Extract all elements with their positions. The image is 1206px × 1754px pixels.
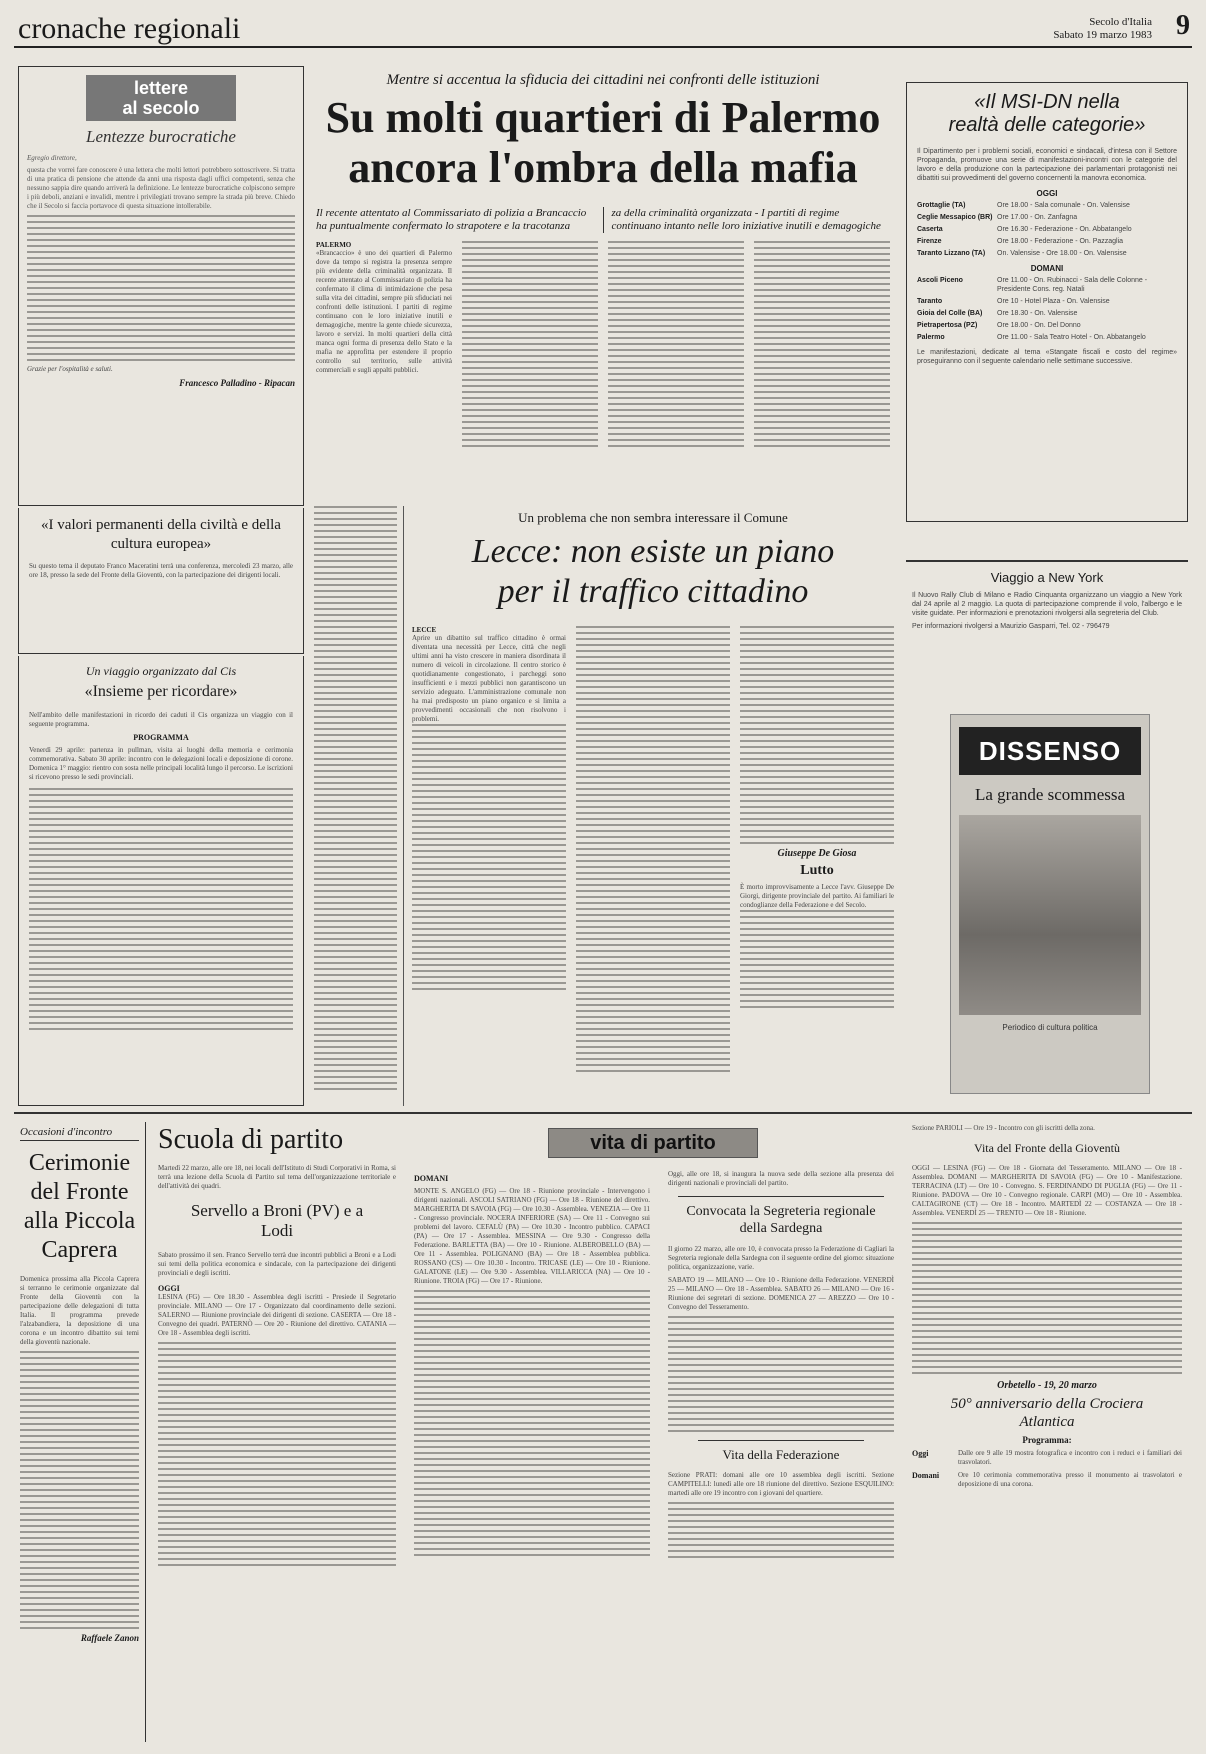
events-title: «I valori permanenti della civiltà e della cultura europea» [41, 517, 281, 552]
msi-oggi-item: Taranto Lizzano (TA) On. Valensise - Ore 18.00 - On. Valensise [917, 250, 1127, 257]
scuola-oggi: LESINA (FG) — Ore 18.30 - Assemblea degli iscritti - Presiede il Segretario provinciale. MILANO — Ore 17 - Organizzato dal coordinamento delle sezioni. SALERNO — Riunione provinciale dei dirigenti di sezione. CASERTA — Ore 18 - Convegno dei quadri. PATERNÒ — Ore 20 - Riunione del direttivo. CATANIA — Ore 18 - Assemblea degli iscritti. [158, 1293, 396, 1337]
occasioni-title: Cerimonie del Fronte alla Piccola Caprera [23, 1150, 136, 1263]
letters-badge [86, 75, 236, 121]
msi-domani-item: Taranto Ore 10 - Hotel Plaza - On. Valensise [917, 298, 1110, 305]
msi-oggi-item: Ceglie Messapico (BR) Ore 17.00 - On. Zanfagna [917, 214, 1078, 221]
msi-oggi-item: Firenze Ore 18.00 - Federazione - On. Pazzaglia [917, 238, 1124, 245]
vita-col2 [662, 1170, 900, 1742]
occasioni-author: Raffaele Zanon [80, 1633, 139, 1643]
msi-oggi-list [917, 201, 1177, 258]
crociera-oggi-label: Oggi [912, 1449, 929, 1458]
trip-kicker: Un viaggio organizzato dal Cis [85, 664, 237, 678]
letter-signature: Francesco Palladino - Ripacan [179, 378, 295, 388]
main-dateline: PALERMO [316, 241, 352, 249]
crociera-domani-label: Domani [912, 1471, 940, 1480]
vita-col3-intro: Sezione PARIOLI — Ore 19 - Incontro con gli iscritti della zona. [912, 1124, 1095, 1132]
dissenso-logo-bar [959, 727, 1141, 775]
vita-col1-filler [414, 1290, 650, 1556]
occasioni-kicker: Occasioni d'incontro [20, 1126, 139, 1141]
trip-filler [29, 788, 293, 1030]
federazione-title: Vita della Federazione [698, 1440, 864, 1463]
paper-name: Secolo d'Italia [1089, 16, 1152, 28]
letter-salutation: Egregio direttore, [27, 154, 77, 162]
dissenso-image [959, 815, 1141, 1015]
letter-text [27, 154, 295, 211]
programma-label: Programma: [1022, 1435, 1072, 1445]
nyc-contact: Per informazioni rivolgersi a Maurizio Gasparri, Tel. 02 - 796479 [912, 623, 1110, 630]
main-body-col3 [608, 241, 744, 451]
main-deck-left: Il recente attentato al Commissariato di polizia a Brancaccio ha puntualmente confermato lo strapotere e la tracotanza [316, 207, 604, 233]
trip-box [18, 656, 304, 1106]
lecce-col1 [412, 626, 566, 1076]
dissenso-headline: La grande scommessa [974, 785, 1126, 804]
vita-col3-filler [912, 1222, 1182, 1374]
msi-body: Le manifestazioni, dedicate al tema «Stangate fiscali e costo del regime» proseguiranno con il seguente calendario nelle settimane successive. [917, 349, 1177, 365]
occasioni-filler [20, 1351, 139, 1629]
scuola-oggi-label: OGGI [158, 1284, 180, 1293]
events-body: Su questo tema il deputato Franco Maceratini terrà una conferenza, mercoledì 23 marzo, alle ore 18, presso la sede del Fronte della Gioventù, con la partecipazione dei dirigenti locali. [29, 562, 293, 579]
vita-col2-filler [668, 1316, 894, 1432]
scuola-filler [158, 1342, 396, 1566]
vita-col2b: SABATO 19 — MILANO — Ore 10 - Riunione della Federazione. VENERDÌ 25 — MILANO — Ore 18 - Assemblea. SABATO 26 — MILANO — Ore 16 - Riunione dei segretari di sezione. DOMENICA 27 — AREZZO — Ore 10 - Convegno del Tesseramento. [668, 1276, 894, 1311]
main-body-col4 [754, 241, 890, 451]
msi-oggi-label: OGGI [1036, 189, 1058, 198]
lecce-title-line1: Lecce: non esiste un piano [471, 533, 835, 570]
vita-col1-text: MONTE S. ANGELO (FG) — Ore 18 - Riunione provinciale - Intervengono i dirigenti nazionali. ASCOLI SATRIANO (FG) — Ore 18 - Riunione del direttivo. MARGHERITA DI SAVOIA (FG) — Ore 10.30 - Assemblea. VENEZIA — Ore 11 - Congresso provinciale. NOCERA INFERIORE (SA) — Ore 11 - Convegno sui problemi del lavoro. CEFALÙ (PA) — Ore 10.30 - Incontro pubblico. CAPACI (PA) — Ore 17 - Assemblea. MESSINA — Ore 9.30 - Congresso della Federazione. BARLETTA (BA) — Ore 10 - Riunione. ALBEROBELLO (BA) — Ore 11 - Assemblea. POLIGNANO (BA) — Ore 18 - Assemblea pubblica. ROSSANO (CS) — Ore 10.30 - Incontro. TRICASE (LE) — Ore 10 - Riunione. GALATONE (LE) — Ore 9.30 - Assemblea. VILLARICCA (NA) — Ore 10 - Riunione. TROIA (FG) — Ore 17 - Riunione. [414, 1187, 650, 1285]
nyc-box [906, 560, 1188, 710]
letters-badge-line2: al secolo [122, 98, 200, 118]
paper-info [1053, 16, 1152, 42]
msi-title: «Il MSI-DN nella realtà delle categorie» [948, 91, 1146, 136]
letters-badge-line1: lettere [133, 78, 189, 98]
sardegna-title: Convocata la Segreteria regionale della Sardegna [678, 1196, 884, 1237]
sardegna-body: Il giorno 22 marzo, alle ore 10, è convocata presso la Federazione di Cagliari la Segreteria regionale della Sardegna con il seguente ordine del giorno: situazione politica, organizzazione, varie. [668, 1245, 894, 1271]
crociera-oggi-row [912, 1449, 1182, 1467]
msi-intro: Il Dipartimento per i problemi sociali, economici e sindacali, d'intesa con il Settore Propaganda, promuove una serie di manifestazioni-incontri con le categorie del lavoro e della produzione con la partecipazione dei parlamentari protagonisti nei dibattiti sui provvedimenti del governo concernenti la manovra economica. [917, 148, 1177, 182]
trip-body: Venerdì 29 aprile: partenza in pullman, visita ai luoghi della memoria e cerimonia commemorativa. Sabato 30 aprile: incontro con le delegazioni locali e deposizione di corone. Domenica 1° maggio: rientro con sosta nelle principali località lungo il percorso. Le iscrizioni si ricevono presso le sedi provinciali. [29, 746, 293, 781]
lecce-article [412, 506, 894, 1106]
page-number: 9 [1176, 10, 1190, 41]
lecce-title-line2: per il traffico cittadino [497, 573, 809, 610]
main-title-line1: Su molti quartieri di Palermo [325, 93, 881, 142]
letter-closing: Grazie per l'ospitalità e saluti. [27, 365, 113, 373]
trip-program-label: PROGRAMMA [133, 733, 189, 742]
lecce-author: Giuseppe De Giosa [777, 848, 857, 859]
letter-filler [27, 215, 295, 361]
letters-box [18, 66, 304, 506]
msi-domani-item: Pietrapertosa (PZ) Ore 18.00 - On. Del Donno [917, 322, 1081, 329]
main-body-col2 [462, 241, 598, 451]
scuola-box [152, 1122, 402, 1742]
fronte-title: Vita del Fronte della Gioventù [974, 1141, 1120, 1155]
vita-col3 [906, 1122, 1188, 1742]
lecce-col3 [740, 626, 894, 1076]
page-divider [14, 1112, 1192, 1114]
main-body [312, 241, 894, 451]
trip-title: «Insieme per ricordare» [84, 683, 238, 700]
vita-banner-label: vita di partito [590, 1131, 716, 1154]
msi-domani-item: Palermo Ore 11.00 - Sala Teatro Hotel - On. Abbatangelo [917, 334, 1146, 341]
lecce-body [412, 626, 894, 1076]
crociera-domani-row [912, 1471, 1182, 1489]
dissenso-logo: DISSENSO [978, 735, 1122, 766]
msi-domani-item: Gioia del Colle (BA) Ore 18.30 - On. Valensise [917, 310, 1078, 317]
main-body-col1 [316, 241, 452, 451]
msi-oggi-item: Caserta Ore 16.30 - Federazione - On. Abbatangelo [917, 226, 1132, 233]
vita-col1 [408, 1170, 656, 1742]
crociera-oggi-text: Dalle ore 9 alle 19 mostra fotografica e incontro con i reduci e i familiari dei trasvolatori. [958, 1449, 1182, 1466]
scuola-intro: Martedì 22 marzo, alle ore 18, nei locali dell'Istituto di Studi Corporativi in Roma, si terrà una lezione della Scuola di Partito sul tema dell'organizzazione territoriale e dell'attività dei quadri. [158, 1164, 396, 1190]
msi-domani-label: DOMANI [1030, 264, 1064, 273]
main-article [312, 66, 894, 506]
servello-title: Servello a Broni (PV) e a Lodi [190, 1201, 364, 1240]
trip-intro: Nell'ambito delle manifestazioni in ricordo dei caduti il Cis organizza un viaggio con il seguente programma. [29, 711, 293, 728]
lecce-kicker: Un problema che non sembra interessare il Comune [518, 510, 788, 525]
nyc-title: Viaggio a New York [990, 570, 1104, 585]
main-deck [312, 207, 894, 233]
dissenso-cover [950, 714, 1150, 1094]
lecce-col2 [576, 626, 730, 1076]
vita-domani-label: DOMANI [414, 1174, 449, 1183]
servello-body: Sabato prossimo il sen. Franco Servello terrà due incontri pubblici a Broni e a Lodi sui temi della politica economica e sindacale, con la partecipazione dei dirigenti provinciali e degli iscritti. [158, 1251, 396, 1277]
orbetello-label: Orbetello - 19, 20 marzo [997, 1380, 1097, 1391]
scuola-title: Scuola di partito [158, 1124, 344, 1155]
main-deck-right: za della criminalità organizzata - I partiti di regime continuano intanto nelle loro iniziative inutili e demagogiche [611, 207, 881, 232]
msi-box [906, 82, 1188, 522]
msi-oggi-item: Grottaglie (TA) Ore 18.00 - Sala comunale - On. Valensise [917, 202, 1130, 209]
dissenso-cover-note: Periodico di cultura politica [1002, 1023, 1098, 1032]
paper-date: Sabato 19 marzo 1983 [1053, 29, 1152, 41]
vita-col2a: Oggi, alle ore 18, si inaugura la nuova sede della sezione alla presenza dei dirigenti nazionali e provinciali del partito. [668, 1170, 894, 1187]
crociera-domani-text: Ore 10 cerimonia commemorativa presso il monumento ai trasvolatori e deposizione di una corona. [958, 1471, 1182, 1488]
section-name: cronache regionali [18, 12, 241, 45]
lecce-body-text: Aprire un dibattito sul traffico cittadino è ormai diventata una necessità per Lecce, città che negli ultimi anni ha visto crescere in maniera disordinata il numero di veicoli in circolazione. Il centro storico è quotidianamente congestionato, i parcheggi sono insufficienti e i mezzi pubblici non garantiscono un servizio adeguato. L'amministrazione comunale non ha mai predisposto un piano organico e si limita a provvedimenti occasionali che non risolvono i problemi. [412, 634, 566, 723]
lutto-body: È morto improvvisamente a Lecce l'avv. Giuseppe De Giorgi, dirigente provinciale del partito. Ai familiari le condoglianze della Federazione e del Secolo. [740, 883, 894, 909]
main-kicker: Mentre si accentua la sfiducia dei cittadini nei confronti delle istituzioni [386, 72, 820, 88]
main-title-line2: ancora l'ombra della mafia [348, 143, 858, 192]
federazione-body: Sezione PRATI: domani alle ore 10 assemblea degli iscritti. Sezione CAMPITELLI: lunedì alle ore 18 riunione del direttivo. Sezione ESQUILINO: martedì alle ore 19 incontro con i giovani del quartiere. [668, 1471, 894, 1497]
vita-col2-filler2 [668, 1502, 894, 1558]
letter-body: questa che vorrei fare conoscere è una lettera che molti lettori potrebbero sottoscrivere. Si tratta di una pratica di pensione che attende da anni una risposta dagli uffici competenti, senza che nessuno sappia dire quando arriverà la definizione. Le lentezze burocratiche colpiscono sempre i più deboli, anziani e invalidi, mentre i privilegiati trovano sempre la strada più breve. Chiedo che il Secolo si faccia portavoce di questa situazione intollerabile. [27, 166, 295, 210]
nyc-body: Il Nuovo Rally Club di Milano e Radio Cinquanta organizzano un viaggio a New York dal 24 aprile al 2 maggio. La quota di partecipazione comprende il volo, l'albergo e le visite guidate. Per informazioni e prenotazioni rivolgersi alla segreteria del Club. [912, 592, 1182, 617]
page-header [14, 8, 1192, 48]
occasioni-box [18, 1122, 146, 1742]
main-body-text: «Brancaccio» è uno dei quartieri di Palermo dove da tempo si registra la presenza sempre più evidente della criminalità organizzata. Il recente attentato al Commissariato di polizia ha confermato il clima di intimidazione che pesa sulla vita dei cittadini, sempre più sfiduciati nei confronti delle istituzioni. I partiti di regime continuano con le loro iniziative inutili e demagogiche, mentre la gente chiede sicurezza, lavoro e servizi. In molti quartieri della città manca ogni forma di presenza dello Stato e la mafia ne approfitta per estendere il proprio controllo sul territorio, sulle attività commerciali e sugli appalti pubblici. [316, 249, 452, 374]
main-continuation [312, 506, 404, 1106]
fronte-body: OGGI — LESINA (FG) — Ore 18 - Giornata del Tesseramento. MILANO — Ore 18 - Assemblea. DOMANI — MARGHERITA DI SAVOIA (FG) — Ore 10 - Manifestazione. TERRACINA (LT) — Ore 10 - Convegno. S. FERDINANDO DI PUGLIA (FG) — Ore 11 - Riunione. PADOVA — Ore 10 - Convegno regionale. CARPI (MO) — Ore 10 - Assemblea. CALTAGIRONE (CT) — Ore 18 - Incontro. MARTEDÌ 22 — COSTANZA — Ore 18 - Assemblea. VENERDÌ 25 — TRENTO — Ore 18 - Riunione. [912, 1164, 1182, 1217]
crociera-title: 50° anniversario della Crociera Atlantica [950, 1396, 1144, 1430]
events-box [18, 508, 304, 654]
msi-domani-list [917, 276, 1177, 342]
occasioni-body: Domenica prossima alla Piccola Caprera si terranno le cerimonie organizzate dal Fronte della Gioventù con la partecipazione delle delegazioni di tutta Italia. Il programma prevede l'alzabandiera, la deposizione di una corona e un incontro dibattito sui temi della gioventù nazionale. [20, 1275, 139, 1346]
msi-domani-item: Ascoli Piceno Ore 11.00 - On. Rubinacci - Sala delle Colonne - Presidente Cons. reg. Natali [917, 277, 1148, 293]
lecce-dateline: LECCE [412, 626, 437, 634]
vita-banner [548, 1128, 758, 1158]
letter-title: Lentezze burocratiche [86, 127, 236, 146]
lutto-title: Lutto [800, 863, 834, 878]
